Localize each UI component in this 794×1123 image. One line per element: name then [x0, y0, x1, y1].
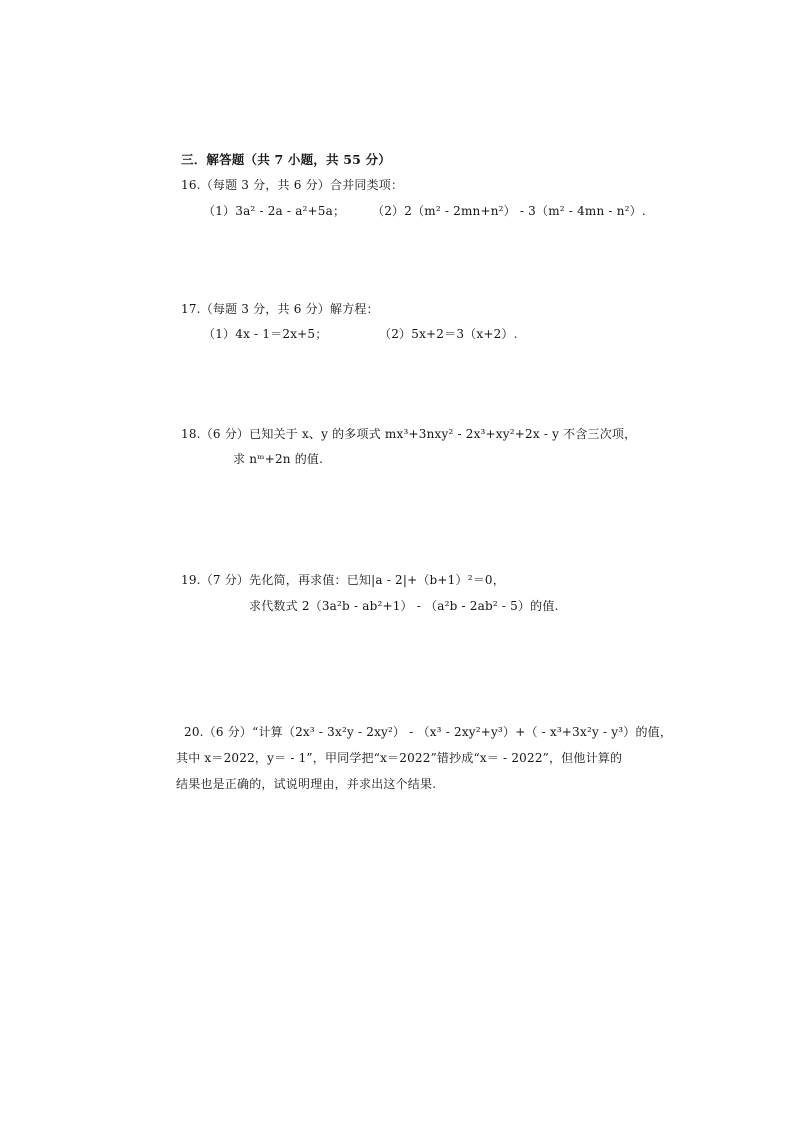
question-17-part-1: （1）4x - 1＝2x+5；	[203, 327, 328, 341]
question-20-line-3: 结果也是正确的，试说明理由，并求出这个结果.	[176, 777, 437, 791]
question-18-line-1: 18.（6 分）已知关于 x、y 的多项式 mx³+3nxy² - 2x³+xy²+2x - y 不含三次项，	[181, 427, 637, 441]
question-16-part-1: （1）3a² - 2a - a²+5a；	[203, 204, 346, 218]
question-19-line-1: 19.（7 分）先化简，再求值：已知|a - 2|+（b+1）²＝0，	[181, 573, 505, 587]
question-17-header: 17.（每题 3 分，共 6 分）解方程：	[181, 302, 379, 316]
question-19-line-2: 求代数式 2（3a²b - ab²+1） - （a²b - 2ab² - 5）的值.	[249, 599, 559, 613]
question-20-line-2: 其中 x＝2022，y＝ - 1”，甲同学把“x＝2022”错抄成“x＝ - 2022”，但他计算的	[176, 751, 623, 765]
question-16-header: 16.（每题 3 分，共 6 分）合并同类项：	[181, 178, 404, 192]
question-17-part-2: （2）5x+2＝3（x+2）.	[379, 327, 518, 341]
question-18-line-2: 求 nᵐ+2n 的值.	[233, 452, 324, 466]
question-20-line-1: 20.（6 分）“计算（2x³ - 3x²y - 2xy²） - （x³ - 2xy²+y³）+（ - x³+3x²y - y³）的值，	[184, 725, 673, 739]
question-16-part-2: （2）2（m² - 2mn+n²） - 3（m² - 4mn - n²）.	[372, 204, 646, 218]
section-heading: 三．解答题（共 7 小题，共 55 分）	[181, 152, 392, 167]
